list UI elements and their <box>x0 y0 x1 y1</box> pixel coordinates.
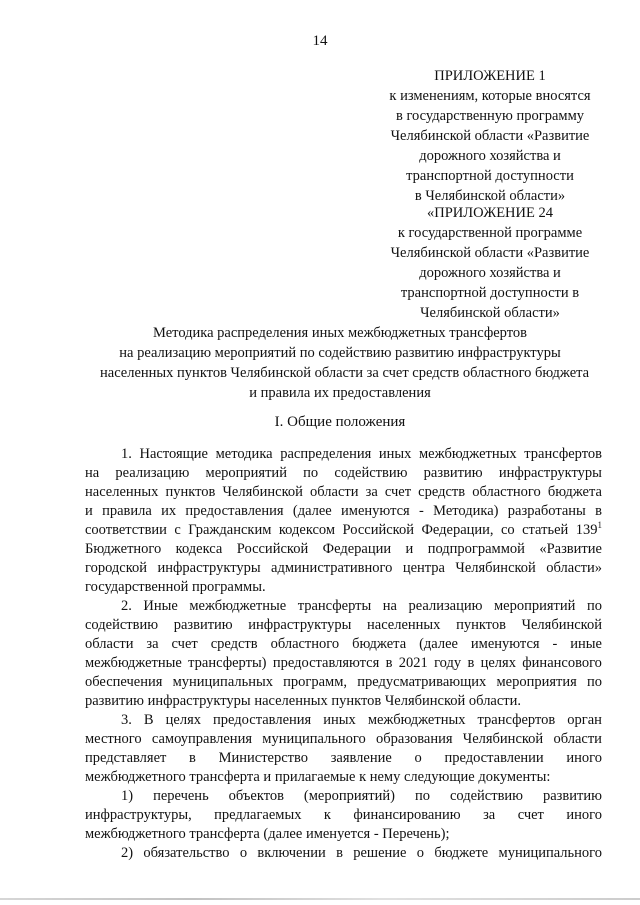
paragraph-line: области за счет средств областного бюджета (далее именуются - иные <box>85 636 602 652</box>
section-heading: I. Общие положения <box>274 414 406 430</box>
paragraph-line: инфраструктуры, предлагаемых к финансированию за счет иного <box>85 807 602 823</box>
paragraph <box>85 844 602 863</box>
scan-edge-line <box>0 898 640 900</box>
appendix-1-block <box>372 66 608 206</box>
footnote-superscript: 1 <box>597 520 602 531</box>
paragraph <box>85 445 602 597</box>
appendix-24-line: дорожного хозяйства и <box>419 265 561 281</box>
appendix-1-line: ПРИЛОЖЕНИЕ 1 <box>434 68 546 84</box>
paragraph-line: населенных пунктов Челябинской области за счет средств областного бюджета <box>85 484 602 500</box>
paragraph-line: на реализацию мероприятий по содействию развитию инфраструктуры <box>85 465 602 481</box>
appendix-1-line: дорожного хозяйства и <box>419 148 561 164</box>
appendix-1-line: транспортной доступности <box>406 168 574 184</box>
document-title <box>100 323 590 403</box>
title-line: населенных пунктов Челябинской области за счет средств областного бюджета <box>100 365 590 381</box>
appendix-24-line: Челябинской области» <box>420 305 560 321</box>
paragraph-line: 2. Иные межбюджетные трансферты на реализацию мероприятий по <box>121 598 602 614</box>
title-line: Методика распределения иных межбюджетных трансфертов <box>153 325 527 341</box>
paragraph-line: развитию инфраструктуры населенных пунктов Челябинской области. <box>85 693 522 709</box>
appendix-24-line: Челябинской области «Развитие <box>390 245 590 261</box>
appendix-1-line: к изменениям, которые вносятся <box>389 88 591 104</box>
paragraph-line: обеспечения муниципальных программ, предусматривающих мероприятия по <box>85 674 602 690</box>
paragraph-line: соответствии с Гражданским кодексом Российской Федерации, со статьей $139^1$ <box>85 520 602 538</box>
paragraph-line: содействию развитию инфраструктуры населенных пунктов Челябинской <box>85 617 602 633</box>
paragraph-line: межбюджетного трансферта и прилагаемые к нему следующие документы: <box>85 769 551 785</box>
paragraph-line: 3. В целях предоставления иных межбюджетных трансфертов орган <box>121 712 602 728</box>
paragraph <box>85 597 602 711</box>
paragraph <box>85 787 602 844</box>
paragraph-line: государственной программы. <box>85 579 266 595</box>
page-number: 14 <box>312 33 328 49</box>
paragraph <box>85 711 602 787</box>
appendix-24-line: «ПРИЛОЖЕНИЕ 24 <box>427 205 553 221</box>
paragraph-line: 1. Настоящие методика распределения иных межбюджетных трансфертов <box>121 446 602 462</box>
paragraph-line: и правила их предоставления (далее именуются - Методика) разработаны в <box>85 503 602 519</box>
appendix-24-block <box>372 203 608 323</box>
document-body <box>85 445 602 863</box>
appendix-24-line: транспортной доступности в <box>400 285 580 301</box>
paragraph-line: городской инфраструктуры административного центра Челябинской области» <box>85 560 602 576</box>
appendix-1-line: в государственную программу <box>395 108 584 124</box>
appendix-1-line: в Челябинской области» <box>414 188 566 204</box>
paragraph-line: 1) перечень объектов (мероприятий) по содействию развитию <box>121 788 602 804</box>
paragraph-line: межбюджетного трансферта (далее именуется - Перечень); <box>85 826 450 842</box>
paragraph-line: Бюджетного кодекса Российской Федерации и подпрограммой «Развитие <box>85 541 602 557</box>
paragraph-line: местного самоуправления муниципального образования Челябинской области <box>85 731 602 747</box>
paragraph-line: представляет в Министерство заявление о предоставлении иного <box>85 750 602 766</box>
paragraph-line: 2) обязательство о включении в решение о бюджете муниципального <box>121 845 602 861</box>
paragraph-line: межбюджетные трансферты) предоставляются в 2021 году в целях финансового <box>85 655 602 671</box>
appendix-1-line: Челябинской области «Развитие <box>390 128 590 144</box>
title-line: и правила их предоставления <box>249 385 431 401</box>
title-line: на реализацию мероприятий по содействию развитию инфраструктуры <box>119 345 561 361</box>
appendix-24-line: к государственной программе <box>397 225 583 241</box>
